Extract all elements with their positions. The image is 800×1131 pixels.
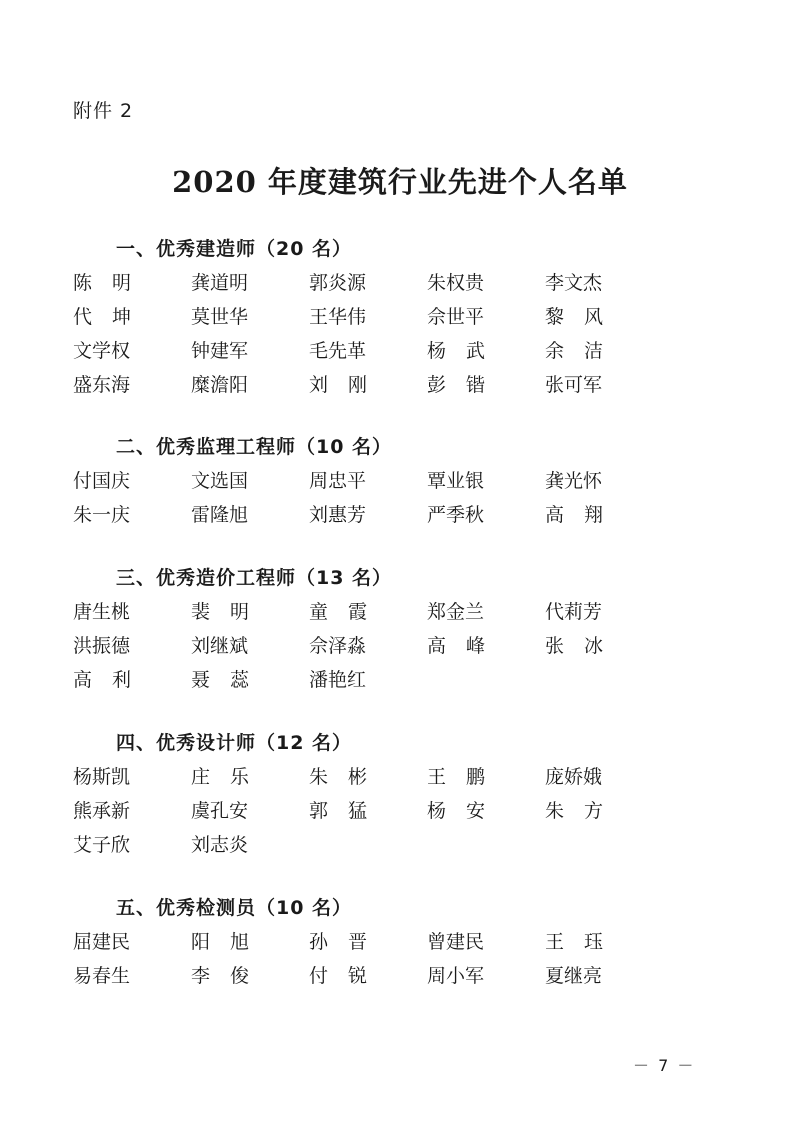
person-name: 刘继斌 (191, 635, 249, 657)
section-heading: 五、优秀检测员（10 名） (116, 897, 353, 919)
person-name: 张可军 (545, 374, 603, 396)
person-name: 龚光怀 (545, 470, 603, 492)
person-name: 刘志炎 (191, 834, 249, 856)
section-excellent-supervision-engineers (73, 430, 633, 532)
person-name: 熊承新 (73, 800, 131, 822)
section-heading: 一、优秀建造师（20 名） (116, 238, 353, 260)
person-name: 唐生桃 (73, 601, 131, 623)
person-name: 付锐 (309, 965, 387, 987)
person-name: 朱彬 (309, 766, 387, 788)
section-excellent-cost-engineers (73, 561, 633, 697)
section-heading: 二、优秀监理工程师（10 名） (116, 436, 393, 458)
person-name: 盛东海 (73, 374, 131, 396)
person-name: 代坤 (73, 306, 151, 328)
person-name: 郭猛 (309, 800, 387, 822)
name-grid (73, 925, 633, 993)
person-name: 钟建军 (191, 340, 249, 362)
person-name: 佘世平 (427, 306, 485, 328)
person-name: 陈明 (73, 272, 151, 294)
person-name: 毛先革 (309, 340, 367, 362)
person-name: 艾子欣 (73, 834, 131, 856)
person-name: 夏继亮 (545, 965, 603, 987)
person-name: 雷隆旭 (191, 504, 249, 526)
section-heading: 四、优秀设计师（12 名） (116, 732, 353, 754)
person-name: 李俊 (191, 965, 269, 987)
person-name: 佘泽淼 (309, 635, 367, 657)
person-name: 郭炎源 (309, 272, 367, 294)
person-name: 糜澹阳 (191, 374, 249, 396)
person-name: 裴明 (191, 601, 269, 623)
person-name: 文学权 (73, 340, 131, 362)
person-name: 代莉芳 (545, 601, 603, 623)
name-grid (73, 464, 633, 532)
person-name: 朱一庆 (73, 504, 131, 526)
name-grid (73, 760, 633, 862)
person-name: 高利 (73, 669, 151, 691)
person-name: 周小军 (427, 965, 485, 987)
person-name: 杨斯凯 (73, 766, 131, 788)
person-name: 刘刚 (309, 374, 387, 396)
person-name: 聂蕊 (191, 669, 269, 691)
person-name: 高翔 (545, 504, 623, 526)
person-name: 张冰 (545, 635, 623, 657)
person-name: 庞娇娥 (545, 766, 603, 788)
person-name: 曾建民 (427, 931, 485, 953)
person-name: 虞孔安 (191, 800, 249, 822)
person-name: 朱方 (545, 800, 623, 822)
person-name: 庄乐 (191, 766, 269, 788)
name-grid (73, 595, 633, 697)
person-name: 周忠平 (309, 470, 367, 492)
person-name: 严季秋 (427, 504, 485, 526)
person-name: 余洁 (545, 340, 623, 362)
person-name: 覃业银 (427, 470, 485, 492)
person-name: 童霞 (309, 601, 387, 623)
person-name: 文选国 (191, 470, 249, 492)
person-name: 王珏 (545, 931, 623, 953)
person-name: 潘艳红 (309, 669, 367, 691)
person-name: 李文杰 (545, 272, 603, 294)
person-name: 杨安 (427, 800, 505, 822)
person-name: 杨武 (427, 340, 505, 362)
section-excellent-inspectors (73, 891, 633, 993)
attachment-label: 附件 2 (73, 100, 134, 122)
person-name: 刘惠芳 (309, 504, 367, 526)
person-name: 王鹏 (427, 766, 505, 788)
person-name: 王华伟 (309, 306, 367, 328)
section-excellent-builders (73, 232, 633, 402)
name-grid (73, 266, 633, 402)
person-name: 朱权贵 (427, 272, 485, 294)
person-name: 莫世华 (191, 306, 249, 328)
person-name: 孙晋 (309, 931, 387, 953)
person-name: 龚道明 (191, 272, 249, 294)
page-number: － 7 － (633, 1056, 696, 1075)
section-heading: 三、优秀造价工程师（13 名） (116, 567, 393, 589)
person-name: 彭锴 (427, 374, 505, 396)
person-name: 阳旭 (191, 931, 269, 953)
person-name: 屈建民 (73, 931, 131, 953)
person-name: 郑金兰 (427, 601, 485, 623)
section-excellent-designers (73, 726, 633, 862)
person-name: 洪振德 (73, 635, 131, 657)
person-name: 高峰 (427, 635, 505, 657)
person-name: 黎风 (545, 306, 623, 328)
document-title: 2020 年度建筑行业先进个人名单 (172, 165, 628, 199)
person-name: 易春生 (73, 965, 131, 987)
person-name: 付国庆 (73, 470, 131, 492)
